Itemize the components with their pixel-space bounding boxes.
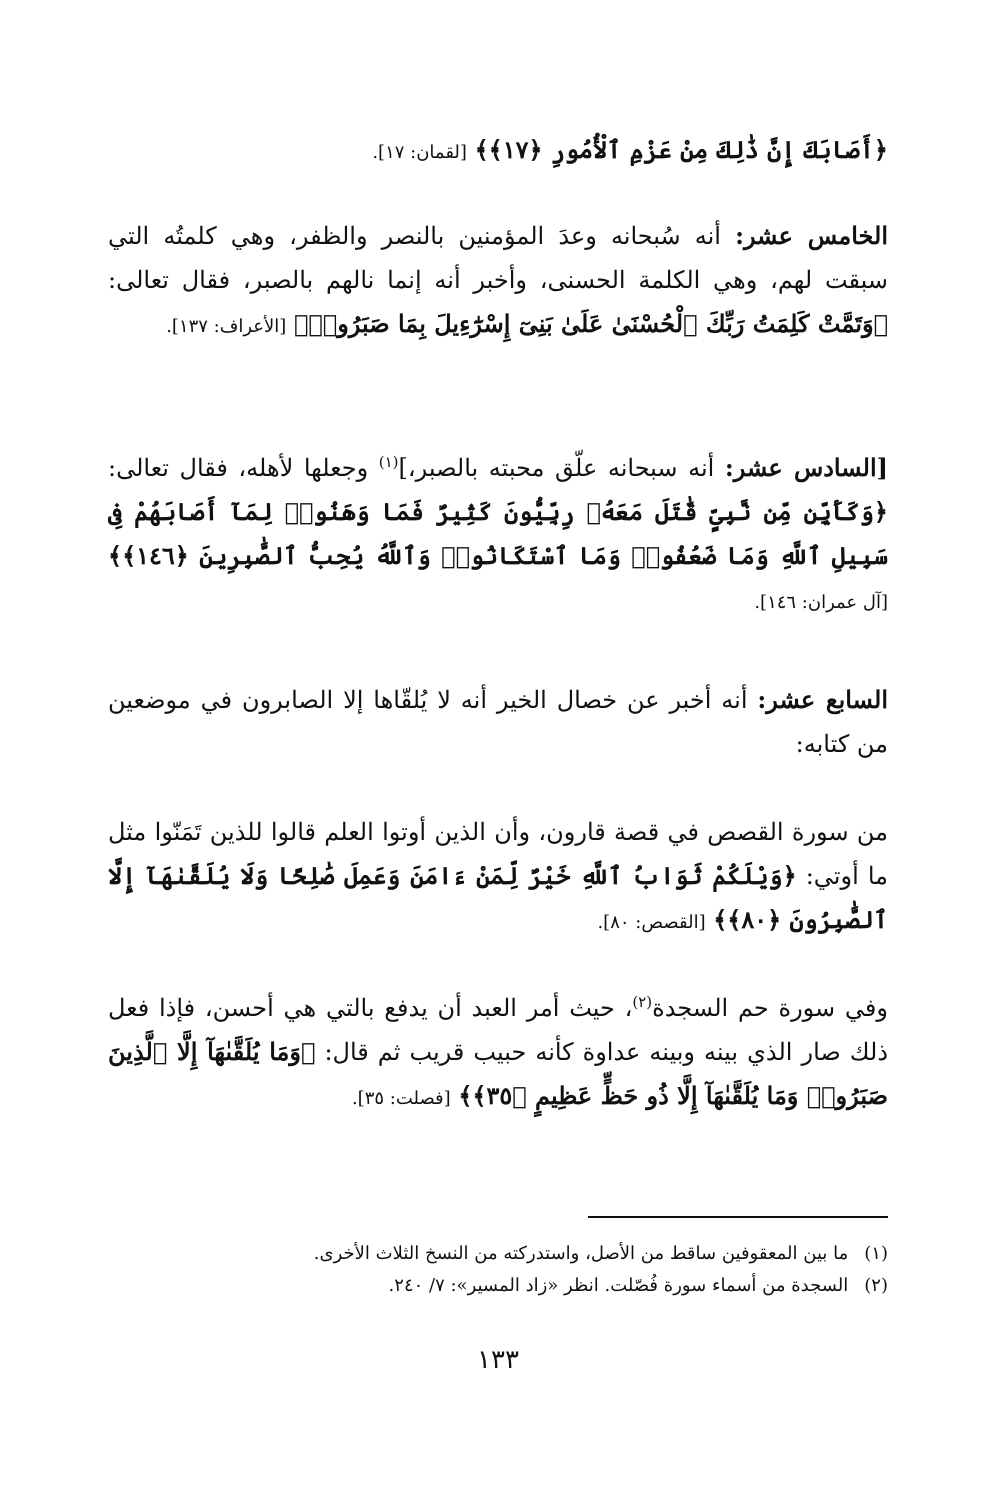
paragraph-qasas <box>108 810 888 945</box>
section-heading: الخامس عشر: <box>735 221 888 250</box>
paragraph-sixteenth <box>108 446 888 625</box>
paragraph-fifteenth <box>108 214 888 349</box>
footnote-text: ما بين المعقوفين ساقط من الأصل، واستدركته من النسخ الثلاث الأخرى. <box>313 1243 849 1264</box>
section-heading: السابع عشر: <box>757 685 889 714</box>
verse-reference: [فصلت: ٣٥]. <box>351 1088 451 1109</box>
paragraph-opening-verse <box>108 128 888 175</box>
paragraph-seventeenth <box>108 678 888 766</box>
footnote-2 <box>108 1272 888 1300</box>
book-page <box>108 0 888 1499</box>
paragraph-text: وفي سورة حم السجدة <box>652 994 888 1022</box>
quran-verse: ﴿وَمَا يُلَقَّىٰهَآ إِلَّا ٱلَّذِينَ صَبَرُوا۟ وَمَا يُلَقَّىٰهَآ إِلَّا ذُو حَظٍّ عَظِيمٍ ﴿٣٥﴾﴾ <box>108 1037 888 1110</box>
footnote-divider <box>588 1216 888 1218</box>
footnote-text: السجدة من أسماء سورة فُصّلت. انظر «زاد المسير»: ٧/ ٢٤٠. <box>388 1275 849 1296</box>
verse-reference: [القصص: ٨٠]. <box>597 912 706 933</box>
verse-reference: [آل عمران: ١٤٦]. <box>754 592 888 613</box>
paragraph-text: وجعلها لأهله، فقال تعالى: <box>108 454 369 482</box>
section-heading: [السادس عشر: <box>724 453 888 482</box>
paragraph-text: أنه سبحانه علّق محبته بالصبر،] <box>398 454 715 482</box>
paragraph-text: من سورة القصص في قصة قارون، وأن الذين أوتوا العلم قالوا للذين تَمَنّوا مثل ما أوتي: <box>108 818 888 890</box>
quran-verse: ﴿وَكَأَيِّن مِّن نَّبِىٍّ قَٰتَلَ مَعَهُۥ رِبِّيُّونَ كَثِيرٌ فَمَا وَهَنُوا۟ لِمَآ أَصَابَهُمْ فِى سَبِيلِ ٱللَّهِ وَمَا ضَعُفُوا۟ وَمَا ٱسْتَكَانُوا۟ وَٱللَّهُ يُحِبُّ ٱلصَّٰبِرِينَ ﴿١٤٦﴾﴾ <box>108 497 888 570</box>
verse-reference: [الأعراف: ١٣٧]. <box>166 316 287 337</box>
quran-verse: ﴿وَتَمَّتْ كَلِمَتُ رَبِّكَ ٱلْحُسْنَىٰ عَلَىٰ بَنِىٓ إِسْرَٰٓءِيلَ بِمَا صَبَرُوا۟﴾ <box>293 309 888 338</box>
quran-verse: ﴿وَيْلَكُمْ ثَوَابُ ٱللَّهِ خَيْرٌ لِّمَنْ ءَامَنَ وَعَمِلَ صَٰلِحًا وَلَا يُلَقَّىٰهَآ إِلَّا ٱلصَّٰبِرُونَ ﴿٨٠﴾﴾ <box>108 861 888 934</box>
verse-reference: [لقمان: ١٧]. <box>372 142 467 163</box>
paragraph-text: ، حيث أمر العبد أن يدفع بالتي هي أحسن، فإذا فعل ذلك صار الذي بينه وبينه عداوة كأنه حبيب قريب ثم قال: <box>108 994 888 1066</box>
page-number: ١٣٣ <box>477 1345 519 1375</box>
footnote-marker: (٢) <box>632 993 653 1011</box>
footnote-1 <box>108 1240 888 1268</box>
paragraph-text: أنه سُبحانه وعدَ المؤمنين بالنصر والظفر، وهي كلمتُه التي سبقت لهم، وهي الكلمة الحسنى، وأخبر أنه إنما نالهم بالصبر، فقال تعالى: <box>108 222 888 294</box>
footnote-number: (٢) <box>864 1275 888 1296</box>
paragraph-fussilat <box>108 986 888 1121</box>
quran-verse: ﴿أَصَابَكَ إِنَّ ذَٰلِكَ مِنْ عَزْمِ ٱلْأُمُورِ ﴿١٧﴾﴾ <box>474 135 888 164</box>
footnote-marker: (١) <box>378 453 399 471</box>
footnote-number: (١) <box>864 1243 888 1264</box>
paragraph-text: أنه أخبر عن خصال الخير أنه لا يُلقّاها إلا الصابرون في موضعين من كتابه: <box>108 686 888 758</box>
